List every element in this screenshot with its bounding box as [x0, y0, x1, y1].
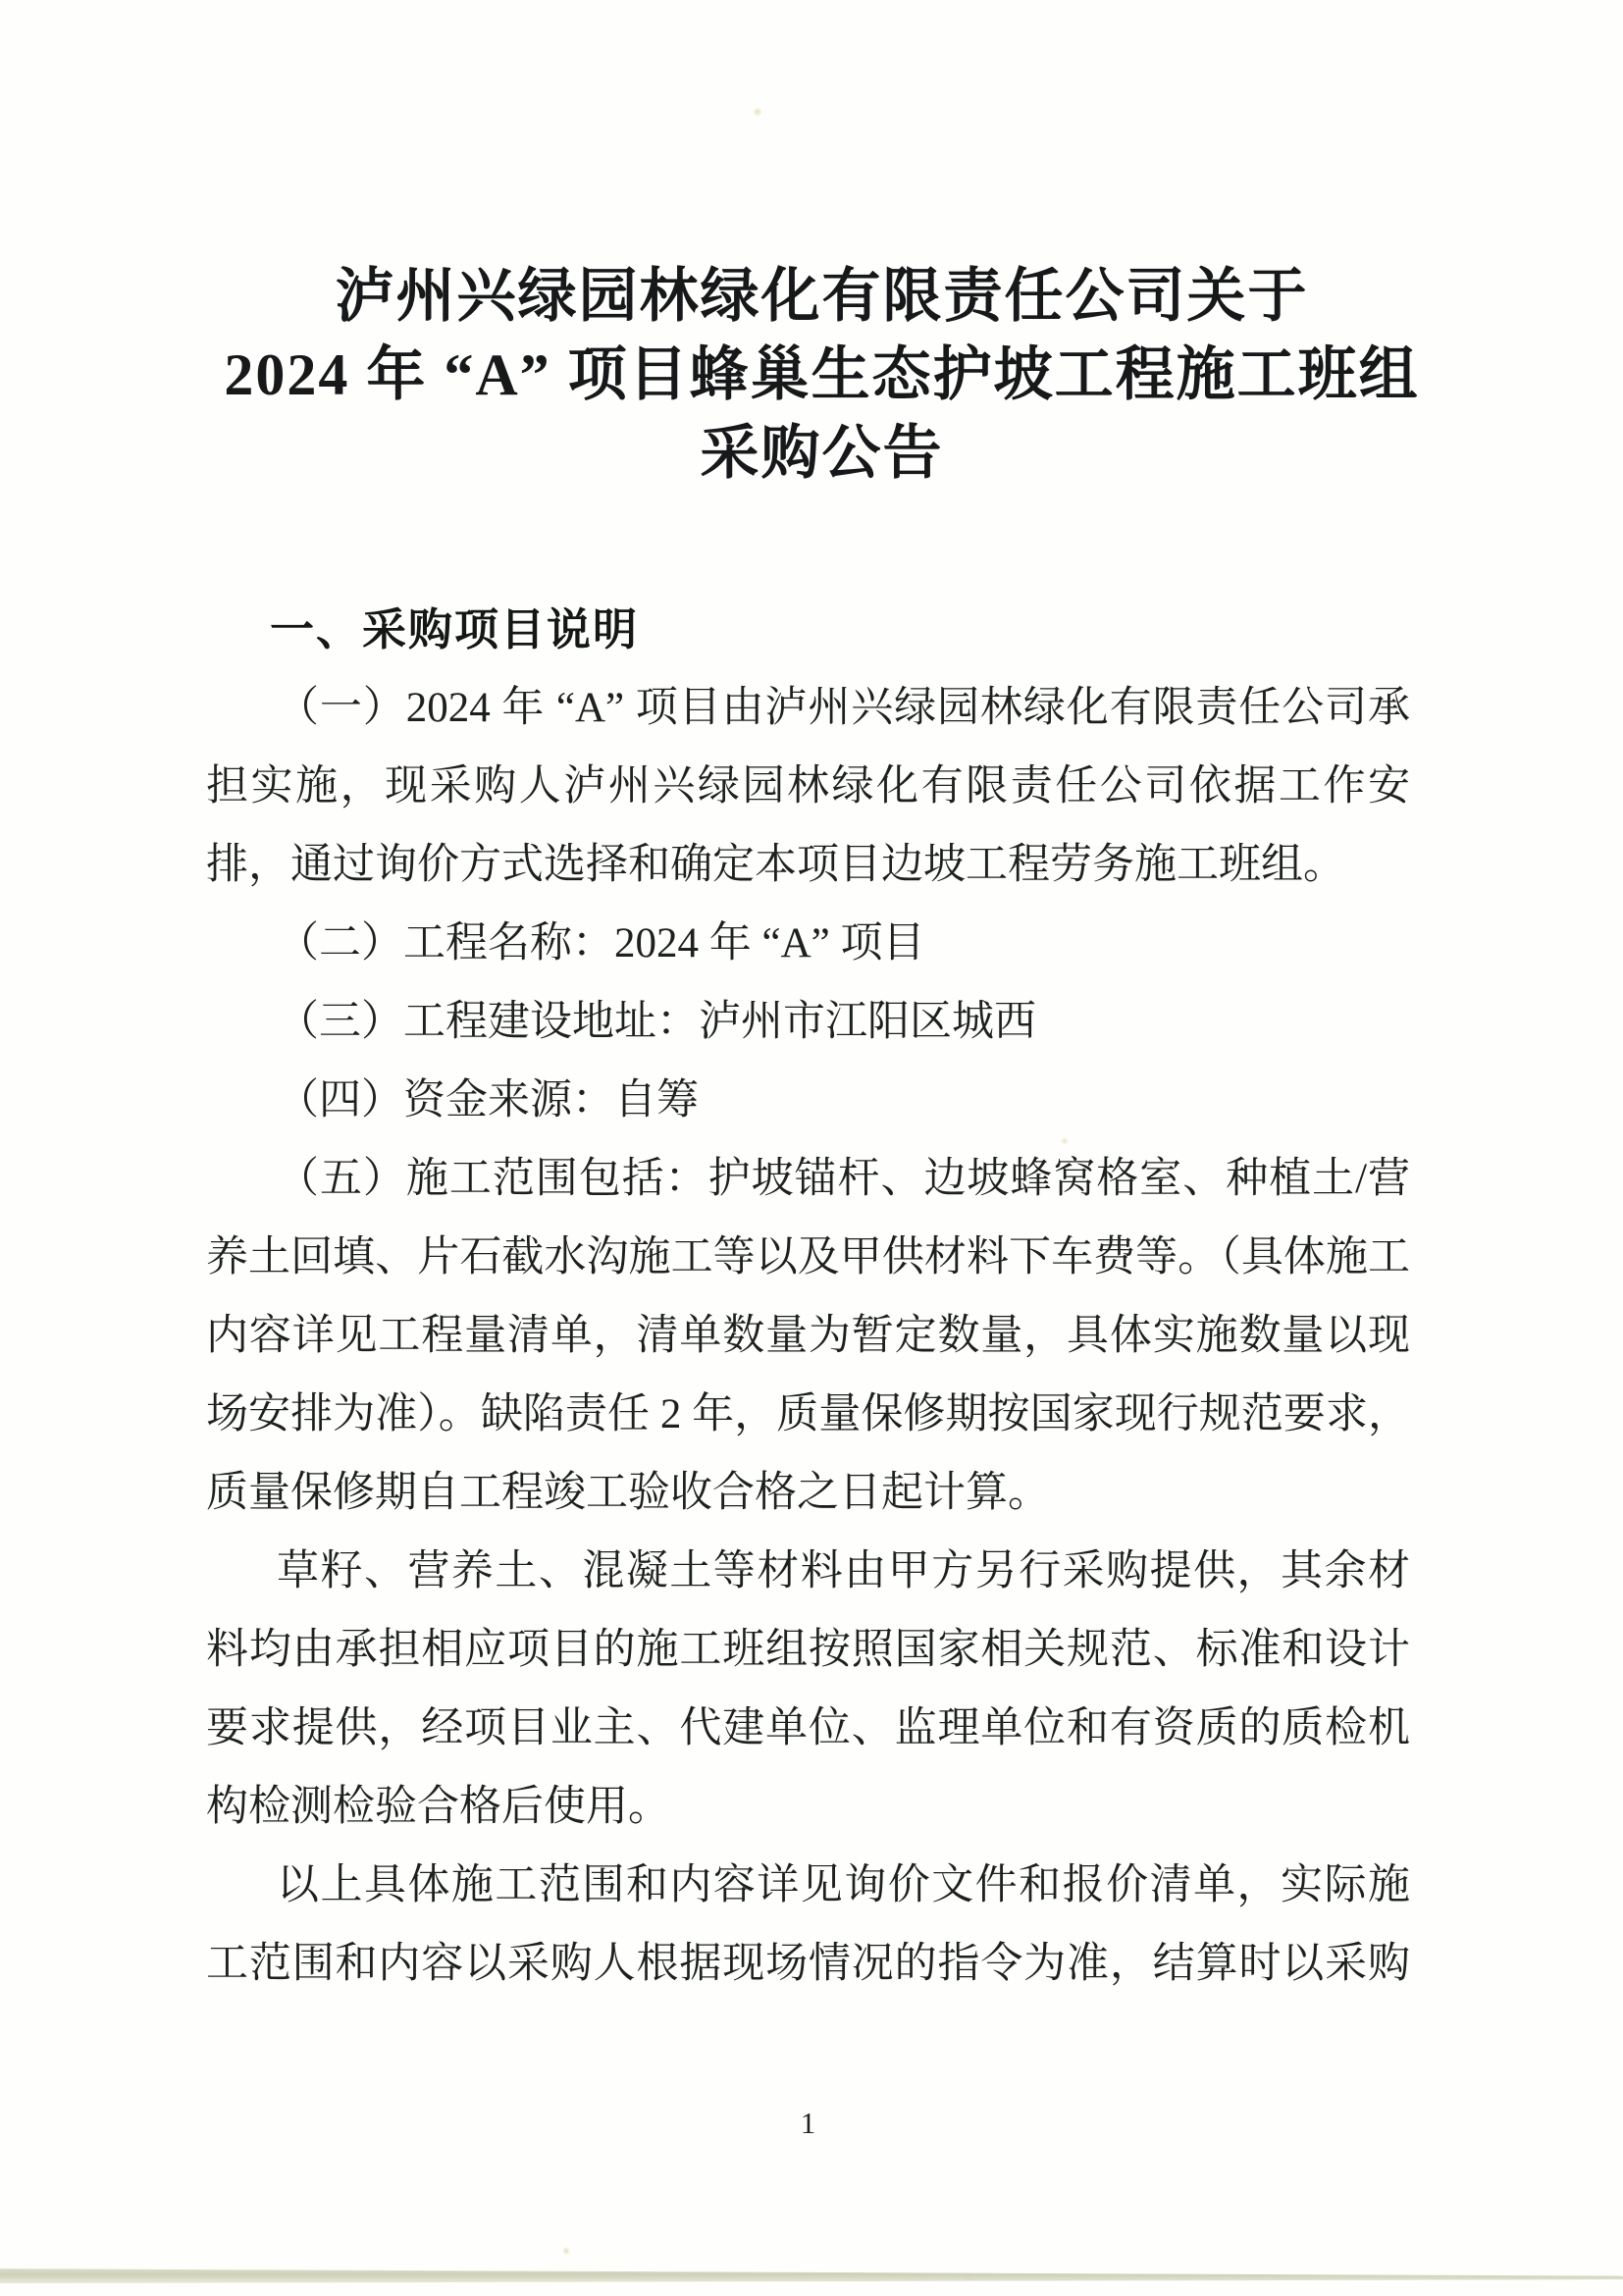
title-line-3: 采购公告 — [700, 421, 944, 486]
paragraph-item-5: （五）施工范围包括：护坡锚杆、边坡蜂窝格室、种植土/营养土回填、片石截水沟施工等以及甲供材料下车费等。（具体施工内容详见工程量清单，清单数量为暂定数量，具体实施数量以现场安排为准）。缺陷责任 2 年，质量保修期按国家现行规范要求，质量保修期自工程竣工验收合格之日起计算。 — [206, 1156, 1410, 1516]
paragraph-item-6: 草籽、营养土、混凝土等材料由甲方另行采购提供，其余材料均由承担相应项目的施工班组按照国家相关规范、标准和设计要求提供，经项目业主、代建单位、监理单位和有资质的质检机构检测检验合格后使用。 — [206, 1548, 1410, 1830]
paragraph-item-1: （一）2024 年 “A” 项目由泸州兴绿园林绿化有限责任公司承担实施，现采购人泸州兴绿园林绿化有限责任公司依据工作安排，通过询价方式选择和确定本项目边坡工程劳务施工班组。 — [206, 685, 1410, 888]
paragraph-item-7: 以上具体施工范围和内容详见询价文件和报价清单，实际施工范围和内容以采购人根据现场情况的指令为准，结算时以采购 — [206, 1862, 1410, 1987]
paragraph-item-2: （二）工程名称：2024 年 “A” 项目 — [277, 920, 925, 966]
title-line-2: 2024 年 “A” 项目蜂巢生态护坡工程施工班组 — [224, 342, 1420, 407]
title-line-1: 泸州兴绿园林绿化有限责任公司关于 — [335, 264, 1309, 329]
document-body — [206, 669, 1410, 2004]
paragraph-item-4: （四）资金来源：自筹 — [277, 1077, 699, 1123]
scan-bottom-edge — [0, 2263, 1623, 2284]
paragraph-item-3: （三）工程建设地址：泸州市江阳区城西 — [277, 999, 1036, 1045]
section-heading: 一、采购项目说明 — [270, 604, 640, 654]
document-title — [220, 0, 1424, 493]
page-number: 1 — [800, 2106, 816, 2140]
